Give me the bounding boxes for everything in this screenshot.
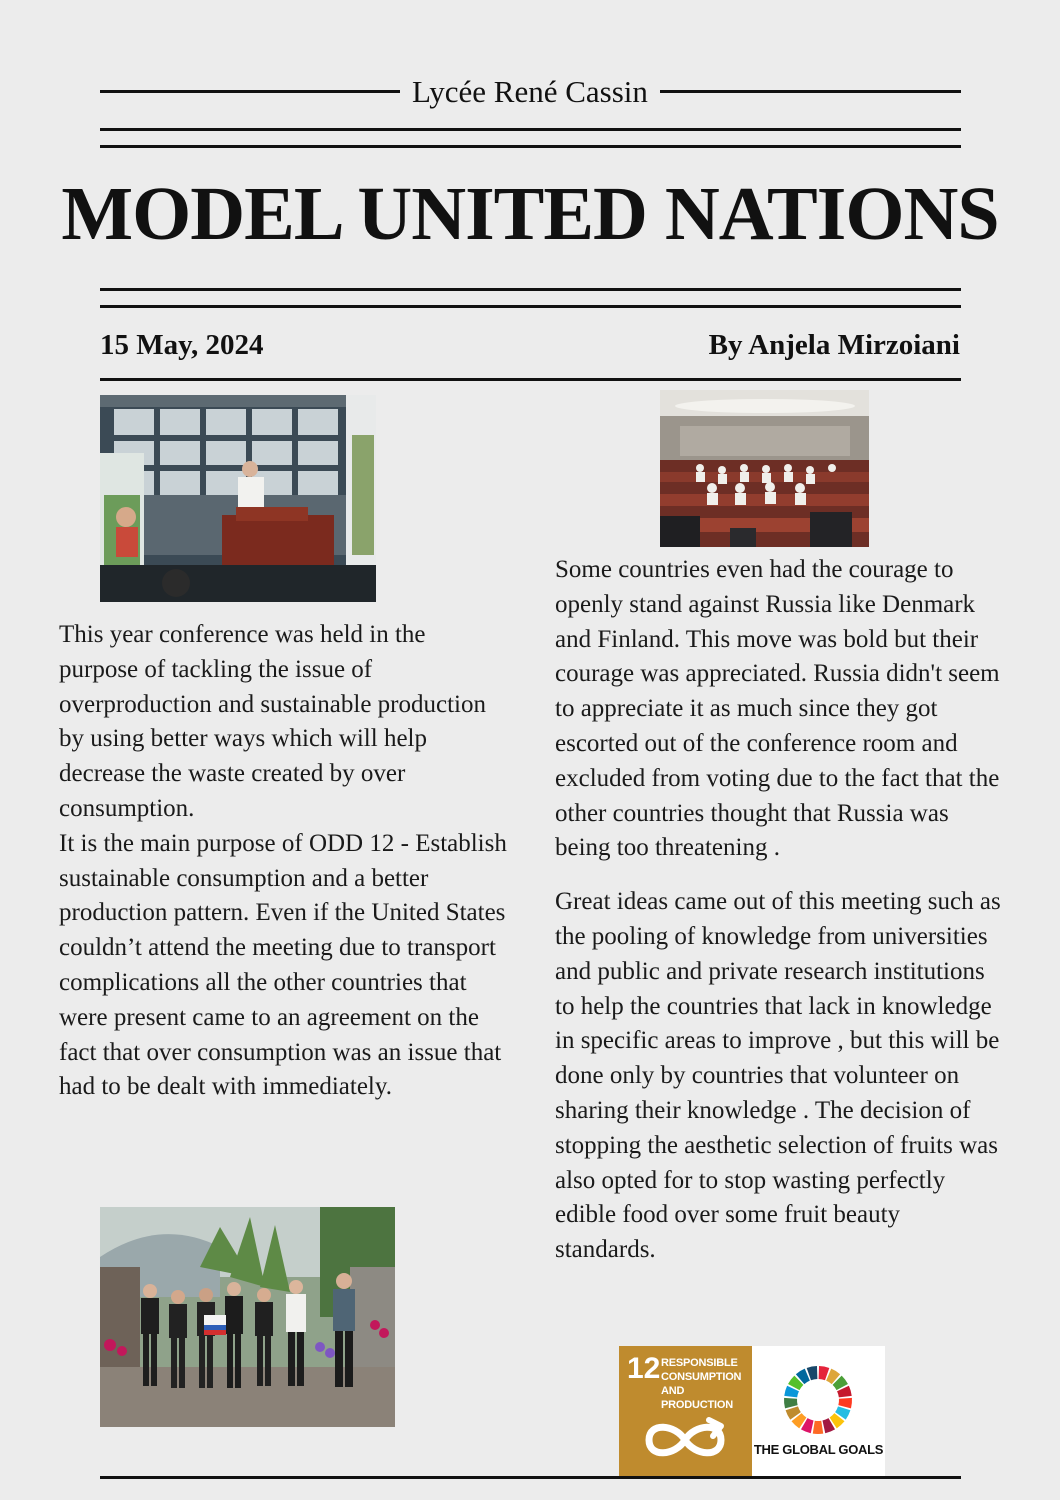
school-name: Lycée René Cassin <box>412 74 648 109</box>
speaker-at-podium-photo <box>100 395 376 602</box>
global-goals-text: THE GLOBAL GOALS <box>753 1442 884 1457</box>
footer-rule <box>100 1476 961 1479</box>
sdg-12-logo <box>619 1346 752 1479</box>
wheel-segment <box>813 1421 823 1434</box>
masthead-rule-2 <box>100 145 961 148</box>
author-byline: By Anjela Mirzoiani <box>708 329 960 361</box>
wheel-segment <box>784 1398 798 1408</box>
sdg-number: 12 <box>627 1352 661 1385</box>
right-article-column <box>555 553 1002 1268</box>
infinity-icon <box>639 1414 731 1466</box>
byline-rule <box>100 378 961 381</box>
global-goals-logo <box>752 1346 885 1479</box>
page-title: MODEL UNITED NATIONS <box>61 172 999 256</box>
publication-date: 15 May, 2024 <box>100 329 264 361</box>
masthead-rule-3 <box>100 288 961 291</box>
masthead-rule-1 <box>100 128 961 131</box>
left-article-column <box>59 618 509 1105</box>
left-paragraph-2: It is the main purpose of ODD 12 - Establish sustainable consumption and a better production pattern. Even if the United States couldn’t attend the meeting due to transport complications all the other countries that were present came to an agreement on the fact that over consumption was an issue that had to be dealt with immediately. <box>59 829 507 1101</box>
sdg-title: RESPONSIBLE CONSUMPTION AND PRODUCTION <box>661 1357 742 1411</box>
left-paragraph-1: This year conference was held in the purpose of tackling the issue of overproduction and sustainable production by using better ways which will help decrease the waste created by over consumption. <box>59 621 486 822</box>
conference-room-photo <box>660 390 869 547</box>
student-delegates-group-photo <box>100 1207 395 1427</box>
right-paragraph-2: Great ideas came out of this meeting such as the pooling of knowledge from universities and public and private research institutions to help the countries that lack in knowledge in specific areas to improve , but this will be done only by countries that volunteer on sharing their knowledge . The decision of stopping the aesthetic selection of fruits was also opted for to stop wasting perfectly edible food over some fruit beauty standards. <box>555 888 1001 1264</box>
masthead-rule-4 <box>100 305 961 308</box>
right-paragraph-1: Some countries even had the courage to openly stand against Russia like Denmark and Finland. This move was bold but their courage was appreciated. Russia didn't seem to appreciate it as much since they got escorted out of the conference room and excluded from voting due to the fact that the other countries thought that Russia was being too threatening . <box>555 556 1000 862</box>
sdg-wheel-icon <box>782 1364 854 1436</box>
wheel-segment <box>838 1398 852 1408</box>
